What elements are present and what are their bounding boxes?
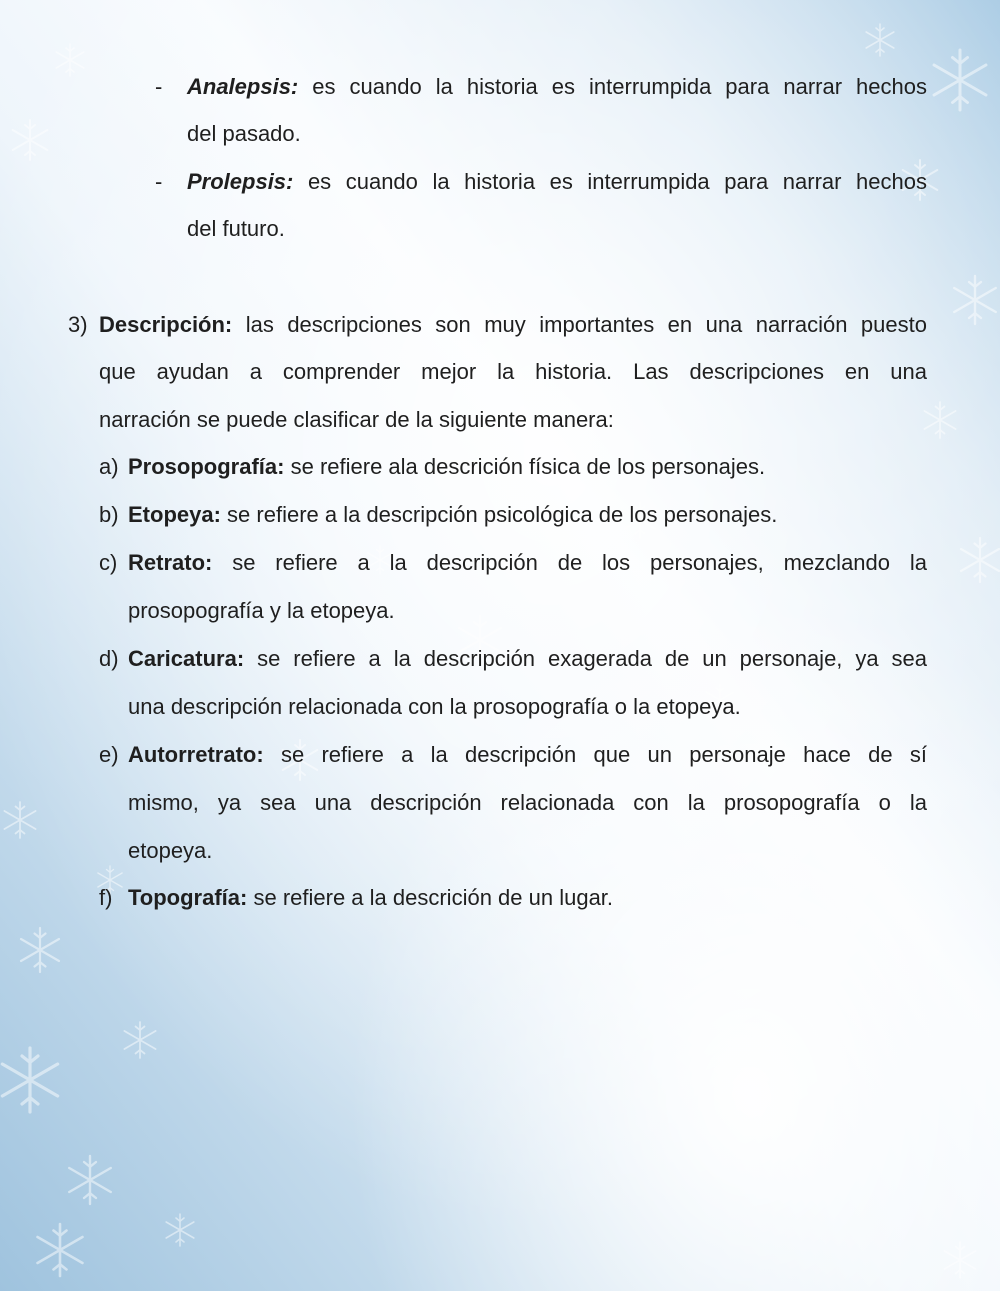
definition-text: se refiere a la descripción que un personaje hace de sí <box>280 742 927 767</box>
list-item <box>128 452 765 482</box>
term-descripcion: Descripción: <box>99 312 233 337</box>
term-prosopografia: Prosopografía: <box>128 454 285 479</box>
section-text: las descripciones son muy importantes en una narración puesto <box>245 312 927 337</box>
section-intro <box>99 310 927 340</box>
item-letter: b) <box>99 502 119 527</box>
section-text-line: narración se puede clasificar de la siguiente manera: <box>99 407 614 432</box>
term-prolepsis: Prolepsis: <box>187 169 294 194</box>
definition-text: se refiere ala descrición física de los personajes. <box>290 454 766 479</box>
list-item <box>128 883 613 913</box>
definition-continuation: del pasado. <box>187 121 301 146</box>
definition-continuation: etopeya. <box>128 838 213 863</box>
definition-text: se refiere a la descripción psicológica de los personajes. <box>227 502 778 527</box>
item-letter: a) <box>99 454 119 479</box>
list-item <box>128 740 927 770</box>
definition-continuation: una descripción relacionada con la prosopografía o la etopeya. <box>128 694 741 719</box>
item-letter: c) <box>99 550 118 575</box>
definition-text: se refiere a la descripción de los personajes, mezclando la <box>232 550 927 575</box>
term-caricatura: Caricatura: <box>128 646 245 671</box>
item-letter: f) <box>99 885 113 910</box>
definition-text: es cuando la historia es interrumpida para narrar hechos <box>312 74 927 99</box>
term-topografia: Topografía: <box>128 885 248 910</box>
dash-marker: - <box>155 74 163 99</box>
term-autorretrato: Autorretrato: <box>128 742 264 767</box>
definition-text: se refiere a la descripción exagerada de un personaje, ya sea <box>257 646 927 671</box>
definition-text: es cuando la historia es interrumpida para narrar hechos <box>307 169 927 194</box>
term-analepsis: Analepsis: <box>187 74 299 99</box>
term-etopeya: Etopeya: <box>128 502 221 527</box>
section-number: 3) <box>68 312 88 337</box>
definition-continuation: del futuro. <box>187 216 285 241</box>
dash-marker: - <box>155 169 163 194</box>
list-item <box>128 644 927 674</box>
list-item <box>187 72 927 102</box>
list-item <box>187 167 927 197</box>
list-item <box>128 500 777 530</box>
definition-continuation: mismo, ya sea una descripción relacionada con la prosopografía o la <box>128 790 927 815</box>
term-retrato: Retrato: <box>128 550 213 575</box>
definition-text: se refiere a la descrición de un lugar. <box>253 885 614 910</box>
item-letter: d) <box>99 646 119 671</box>
item-letter: e) <box>99 742 119 767</box>
list-item <box>128 548 927 578</box>
definition-continuation: prosopografía y la etopeya. <box>128 598 395 623</box>
section-text-line: que ayudan a comprender mejor la historia. Las descripciones en una <box>99 359 927 384</box>
